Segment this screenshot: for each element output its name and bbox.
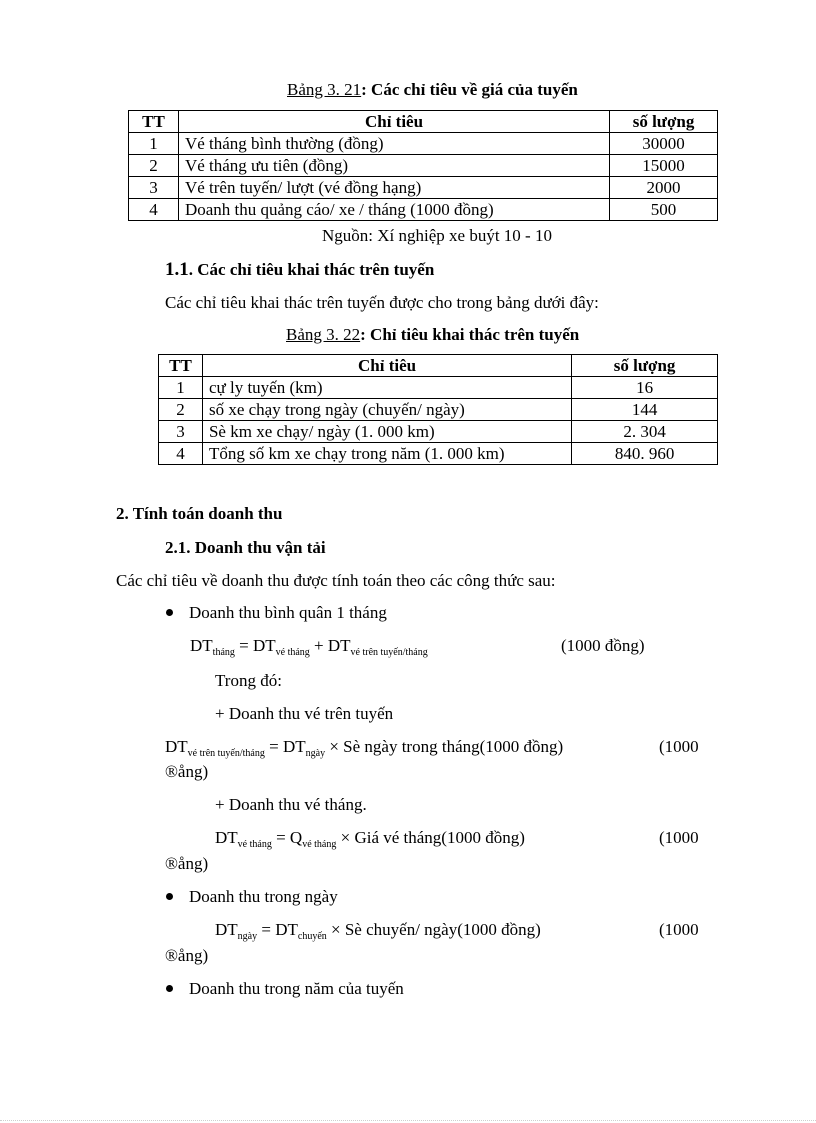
table2-caption — [286, 325, 579, 345]
table2-caption-title: : Chỉ tiêu khai thác trên tuyến — [360, 325, 580, 344]
operation-indicators-table — [158, 354, 718, 465]
formula-subscript: ngày — [305, 748, 326, 759]
formula-term: = DT — [257, 920, 298, 939]
table1-caption-title: : Các chỉ tiêu về giá của tuyến — [361, 80, 578, 99]
formula-monthly-revenue — [190, 636, 428, 658]
row-indicator: số xe chạy trong ngày (chuyến/ ngày) — [202, 399, 571, 421]
page-bottom-divider — [0, 1120, 816, 1121]
row-quantity: 2. 304 — [572, 421, 718, 443]
bullet-icon — [166, 893, 173, 900]
col-header-indicator: Chỉ tiêu — [178, 111, 609, 133]
bullet-icon — [166, 609, 173, 616]
formula-term: DT — [165, 737, 188, 756]
row-index: 2 — [159, 399, 203, 421]
formula-subscript: vé tháng — [237, 839, 272, 850]
price-indicators-table — [128, 110, 718, 221]
bullet-monthly-revenue: Doanh thu bình quân 1 tháng — [189, 603, 387, 622]
row-quantity: 16 — [572, 377, 718, 399]
row-index: 3 — [159, 421, 203, 443]
formula-subscript: vé tháng — [302, 839, 337, 850]
section-1-1-intro: Các chỉ tiêu khai thác trên tuyến được cho trong bảng dưới đây: — [165, 293, 599, 312]
row-indicator: Tổng số km xe chạy trong năm (1. 000 km) — [202, 443, 571, 465]
bullet-annual-revenue: Doanh thu trong năm của tuyến — [189, 979, 404, 998]
row-quantity: 144 — [572, 399, 718, 421]
formula-term: + DT — [309, 636, 351, 655]
row-index: 1 — [129, 133, 179, 155]
section-2-heading: 2. Tính toán doanh thu — [116, 504, 283, 523]
table-row — [129, 177, 718, 199]
formula-term: DT — [215, 920, 238, 939]
table2-caption-label: Bảng 3. 22 — [286, 325, 361, 344]
formula-subscript: vé trên tuyến/tháng — [187, 748, 265, 759]
table-header-row — [159, 355, 718, 377]
formula-subscript: tháng — [212, 647, 235, 658]
row-indicator: cự ly tuyến (km) — [202, 377, 571, 399]
col-header-indicator: Chỉ tiêu — [202, 355, 571, 377]
row-quantity: 30000 — [610, 133, 718, 155]
row-quantity: 500 — [610, 199, 718, 221]
table-row — [129, 155, 718, 177]
formula-term: = DT — [264, 737, 306, 756]
row-index: 1 — [159, 377, 203, 399]
table-row — [159, 377, 718, 399]
formula-subscript: chuyến — [297, 931, 327, 942]
table-row — [159, 443, 718, 465]
bullet-icon — [166, 985, 173, 992]
col-header-tt: TT — [159, 355, 203, 377]
formula-term: = DT — [234, 636, 276, 655]
where-label: Trong đó: — [215, 671, 282, 690]
formula-unit-wrap: ®ång) — [165, 762, 209, 781]
formula-term: DT — [190, 636, 213, 655]
item-route-ticket-revenue: + Doanh thu vé trên tuyến — [215, 704, 394, 723]
table-row — [129, 133, 718, 155]
table-row — [159, 399, 718, 421]
row-index: 2 — [129, 155, 179, 177]
formula-subscript: vé trên tuyến/tháng — [350, 647, 428, 658]
formula-route-ticket-revenue — [165, 737, 563, 759]
formula-unit: (1000 đồng) — [561, 636, 645, 655]
row-indicator: Sè km xe chạy/ ngày (1. 000 km) — [202, 421, 571, 443]
formula-daily-revenue — [215, 920, 541, 942]
row-indicator: Vé tháng ưu tiên (đồng) — [178, 155, 609, 177]
formula-unit: (1000 — [659, 737, 699, 756]
row-index: 3 — [129, 177, 179, 199]
bullet-daily-revenue: Doanh thu trong ngày — [189, 887, 338, 906]
row-indicator: Doanh thu quảng cáo/ xe / tháng (1000 đồng) — [178, 199, 609, 221]
section-2-intro: Các chỉ tiêu về doanh thu được tính toán theo các công thức sau: — [116, 571, 556, 590]
row-quantity: 840. 960 — [572, 443, 718, 465]
row-indicator: Vé trên tuyến/ lượt (vé đồng hạng) — [178, 177, 609, 199]
formula-term: × Giá vé tháng(1000 đồng) — [336, 828, 525, 847]
row-quantity: 15000 — [610, 155, 718, 177]
formula-term: DT — [215, 828, 238, 847]
formula-subscript: vé tháng — [275, 647, 310, 658]
item-monthly-ticket-revenue: + Doanh thu vé tháng. — [215, 795, 367, 814]
table-header-row — [129, 111, 718, 133]
row-indicator: Vé tháng bình thường (đồng) — [178, 133, 609, 155]
col-header-quantity: số lượng — [572, 355, 718, 377]
table-row — [129, 199, 718, 221]
row-quantity: 2000 — [610, 177, 718, 199]
table1-caption-label: Bảng 3. 21 — [287, 80, 362, 99]
table1-source: Nguồn: Xí nghiệp xe buýt 10 - 10 — [322, 226, 552, 245]
formula-unit-wrap: ®ång) — [165, 854, 209, 873]
formula-unit: (1000 — [659, 828, 699, 847]
row-index: 4 — [159, 443, 203, 465]
section-title: . Các chỉ tiêu khai thác trên tuyến — [188, 260, 435, 279]
section-1-1-heading — [165, 259, 434, 281]
formula-term: = Q — [271, 828, 303, 847]
table1-caption — [287, 80, 578, 100]
formula-monthly-ticket-revenue — [215, 828, 525, 850]
formula-term: × Sè chuyến/ ngày(1000 đồng) — [326, 920, 541, 939]
formula-subscript: ngày — [237, 931, 258, 942]
row-index: 4 — [129, 199, 179, 221]
formula-unit-wrap: ®ång) — [165, 946, 209, 965]
section-number: 1.1 — [165, 259, 189, 280]
table-row — [159, 421, 718, 443]
section-2-1-heading: 2.1. Doanh thu vận tải — [165, 538, 326, 557]
col-header-tt: TT — [129, 111, 179, 133]
formula-term: × Sè ngày trong tháng(1000 đồng) — [325, 737, 564, 756]
formula-unit: (1000 — [659, 920, 699, 939]
col-header-quantity: số lượng — [610, 111, 718, 133]
